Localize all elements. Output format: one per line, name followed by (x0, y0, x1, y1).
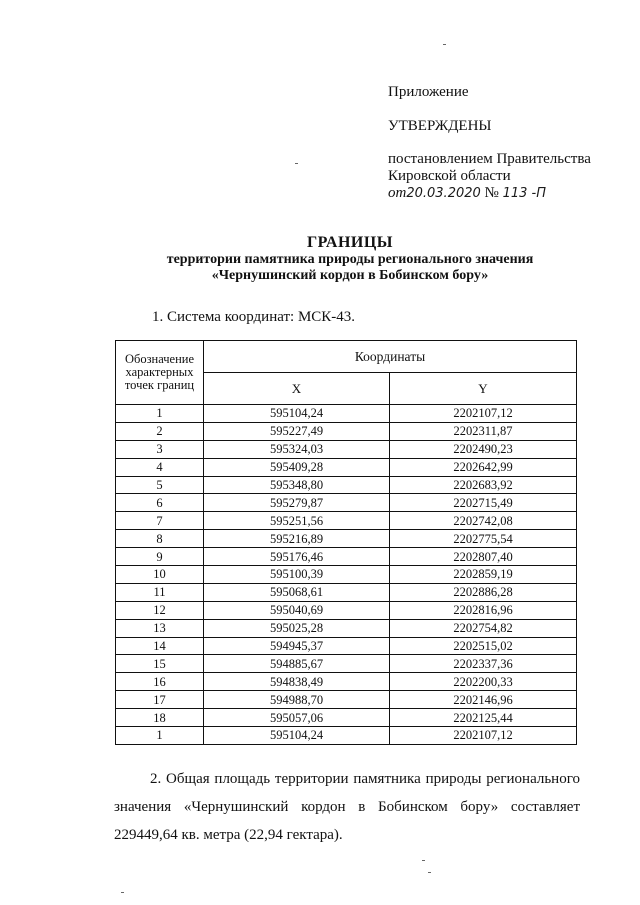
y-cell: 2202683,92 (390, 476, 577, 494)
y-cell: 2202715,49 (390, 494, 577, 512)
y-cell: 2202200,33 (390, 673, 577, 691)
table-body (116, 405, 577, 745)
x-cell: 595348,80 (204, 476, 390, 494)
table-row (116, 548, 577, 566)
y-cell: 2202816,96 (390, 601, 577, 619)
approved-label: УТВЕРЖДЕНЫ (388, 118, 492, 134)
table-row (116, 494, 577, 512)
x-cell: 595251,56 (204, 512, 390, 530)
point-cell: 3 (116, 440, 204, 458)
area-paragraph-text: 2. Общая площадь территории памятника природы регионального значения «Чернушинский кордон в Бобинском бору» составляет 229449,64 кв. метра (22,94 гектара). (114, 771, 580, 843)
x-cell: 595227,49 (204, 422, 390, 440)
x-cell: 595279,87 (204, 494, 390, 512)
table-row (116, 476, 577, 494)
decree-line-1: постановлением Правительства (388, 151, 591, 167)
scan-speck (443, 44, 446, 45)
x-cell: 595068,61 (204, 583, 390, 601)
point-cell: 13 (116, 619, 204, 637)
table-row (116, 566, 577, 584)
boundary-points-table (115, 340, 577, 745)
table-row (116, 405, 577, 423)
point-label-header: Обозначение характерных точек границ (116, 341, 204, 405)
x-cell: 594885,67 (204, 655, 390, 673)
table-row (116, 619, 577, 637)
y-cell: 2202754,82 (390, 619, 577, 637)
y-cell: 2202859,19 (390, 566, 577, 584)
coordinate-system-line: 1. Система координат: МСК-43. (152, 309, 356, 325)
y-cell: 2202337,36 (390, 655, 577, 673)
decree-date-line (388, 185, 628, 202)
y-cell: 2202515,02 (390, 637, 577, 655)
x-cell: 595216,89 (204, 530, 390, 548)
scan-speck (428, 872, 431, 873)
handwritten-number: 113 -П (502, 186, 547, 201)
point-cell: 9 (116, 548, 204, 566)
point-cell: 11 (116, 583, 204, 601)
y-cell: 2202775,54 (390, 530, 577, 548)
handwritten-date: 20.03.2020 (406, 186, 481, 201)
table-row (116, 512, 577, 530)
point-cell: 7 (116, 512, 204, 530)
area-paragraph (114, 765, 580, 849)
table-row (116, 727, 577, 745)
point-cell: 8 (116, 530, 204, 548)
document-heading (100, 234, 600, 284)
y-cell: 2202490,23 (390, 440, 577, 458)
point-cell: 14 (116, 637, 204, 655)
y-cell: 2202107,12 (390, 727, 577, 745)
scan-speck (295, 163, 298, 164)
y-cell: 2202642,99 (390, 458, 577, 476)
point-cell: 1 (116, 405, 204, 423)
scan-speck (422, 860, 425, 861)
x-cell: 595104,24 (204, 727, 390, 745)
date-prefix: от (388, 185, 407, 201)
x-cell: 594838,49 (204, 673, 390, 691)
point-cell: 17 (116, 691, 204, 709)
y-cell: 2202311,87 (390, 422, 577, 440)
y-cell: 2202886,28 (390, 583, 577, 601)
y-header: Y (390, 373, 577, 405)
point-cell: 12 (116, 601, 204, 619)
table-row (116, 583, 577, 601)
decree-line-2: Кировской области (388, 168, 511, 184)
point-cell: 10 (116, 566, 204, 584)
approval-block (388, 84, 628, 202)
point-cell: 16 (116, 673, 204, 691)
table-row (116, 458, 577, 476)
appendix-label: Приложение (388, 84, 469, 100)
table-row (116, 440, 577, 458)
table-row (116, 691, 577, 709)
x-cell: 595040,69 (204, 601, 390, 619)
x-cell: 595104,24 (204, 405, 390, 423)
x-cell: 594945,37 (204, 637, 390, 655)
heading-title: ГРАНИЦЫ (306, 234, 393, 251)
table-row (116, 637, 577, 655)
table-row (116, 655, 577, 673)
y-cell: 2202125,44 (390, 709, 577, 727)
x-cell: 595176,46 (204, 548, 390, 566)
table-row (116, 601, 577, 619)
x-cell: 595409,28 (204, 458, 390, 476)
heading-subtitle-1: территории памятника природы регионального значения (166, 252, 534, 267)
y-cell: 2202146,96 (390, 691, 577, 709)
point-cell: 18 (116, 709, 204, 727)
table-row (116, 673, 577, 691)
point-cell: 15 (116, 655, 204, 673)
point-cell: 1 (116, 727, 204, 745)
point-cell: 4 (116, 458, 204, 476)
x-cell: 595100,39 (204, 566, 390, 584)
x-cell: 594988,70 (204, 691, 390, 709)
table-row (116, 422, 577, 440)
x-cell: 595057,06 (204, 709, 390, 727)
point-cell: 6 (116, 494, 204, 512)
table-row (116, 709, 577, 727)
table-row (116, 530, 577, 548)
point-cell: 5 (116, 476, 204, 494)
coordinates-header: Координаты (204, 341, 577, 373)
x-cell: 595025,28 (204, 619, 390, 637)
x-cell: 595324,03 (204, 440, 390, 458)
number-prefix: № (484, 185, 499, 201)
heading-subtitle-2: «Чернушинский кордон в Бобинском бору» (211, 268, 489, 283)
y-cell: 2202107,12 (390, 405, 577, 423)
point-cell: 2 (116, 422, 204, 440)
y-cell: 2202807,40 (390, 548, 577, 566)
scan-speck (121, 892, 124, 893)
x-header: X (204, 373, 390, 405)
y-cell: 2202742,08 (390, 512, 577, 530)
